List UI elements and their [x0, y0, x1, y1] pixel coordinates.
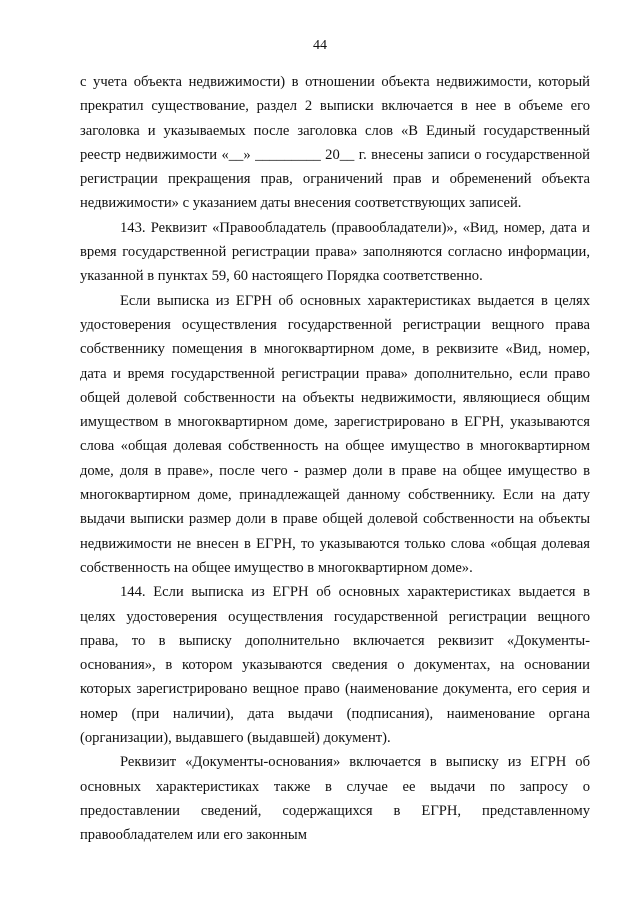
- paragraph-documents-basis: Реквизит «Документы-основания» включается в выписку из ЕГРН об основных характеристиках также в случае ее выдачи по запросу о предоставлении сведений, содержащихся в ЕГРН, представленному правообладателем или его законным: [80, 754, 590, 844]
- paragraph-143: 143. Реквизит «Правообладатель (правообладатели)», «Вид, номер, дата и время государственной регистрации права» заполняются согласно информации, указанной в пунктах 59, 60 настоящего Порядка соответственно.: [80, 219, 590, 285]
- document-body: [80, 70, 590, 848]
- paragraph-continuation: с учета объекта недвижимости) в отношении объекта недвижимости, который прекратил существование, раздел 2 выписки включается в нее в объеме его заголовка и указываемых после заголовка слов «В Единый государственный реестр недвижимости «__» _________ 20__ г. внесены записи о государственной регистрации прекращения прав, ограничений прав и обременений объекта недвижимости» с указанием даты внесения соответствующих записей.: [80, 74, 590, 212]
- page-number: 44: [313, 38, 327, 53]
- paragraph-egrn-share: Если выписка из ЕГРН об основных характеристиках выдается в целях удостоверения осуществления государственной регистрации вещного права собственнику помещения в многоквартирном доме, в реквизите «Вид, номер, дата и время государственной регистрации права» дополнительно, если право общей долевой собственности на объекты недвижимости, являющиеся общим имуществом в многоквартирном доме, зарегистрировано в ЕГРН, указываются слова «общая долевая собственность на общее имущество в многоквартирном доме, доля в праве», после чего - размер доли в праве на общее имущество в многоквартирном доме, принадлежащей данному собственнику. Если на дату выдачи выписки размер доли в праве общей долевой собственности на объекты недвижимости не внесен в ЕГРН, то указываются только слова «общая долевая собственность на общее имущество в многоквартирном доме».: [80, 292, 590, 576]
- paragraph-144: 144. Если выписка из ЕГРН об основных характеристиках выдается в целях удостоверения осуществления государственной регистрации вещного права, то в выписку дополнительно включается реквизит «Документы-основания», в котором указываются сведения о документах, на основании которых зарегистрировано вещное право (наименование документа, его серия и номер (при наличии), дата выдачи (подписания), наименование органа (организации), выдавшего (выдавшей) документ).: [80, 584, 590, 747]
